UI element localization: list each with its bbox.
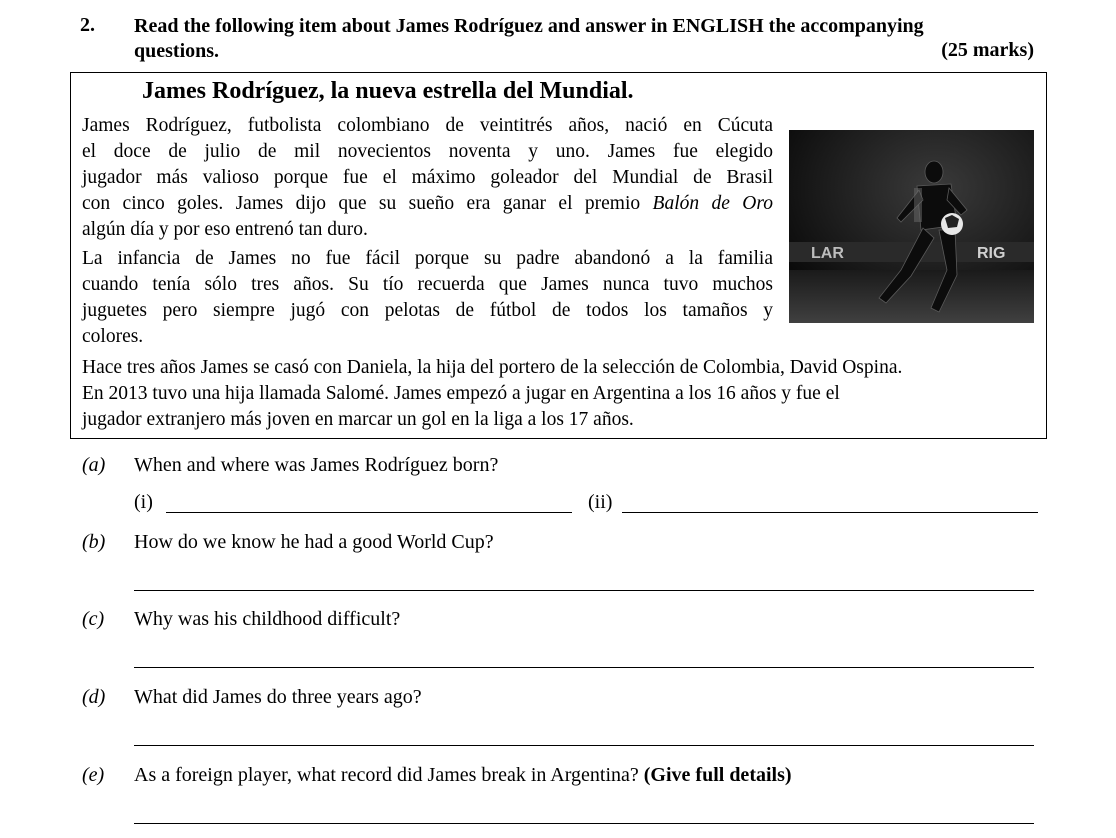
p3-line-3: jugador extranjero más joven en marcar un gol en la liga a los 17 años. xyxy=(82,409,634,430)
answer-line-c[interactable] xyxy=(134,667,1034,668)
question-e-label: (e) xyxy=(82,764,105,786)
p2-line-1: La infancia de James no fue fácil porque su padre abandonó a la familia xyxy=(82,248,773,269)
question-a-sub-i: (i) xyxy=(134,491,153,513)
p3-line-1: Hace tres años James se casó con Daniela, la hija del portero de la selección de Colombia, David Ospina. xyxy=(82,357,903,378)
answer-line-e[interactable] xyxy=(134,823,1034,824)
marks-label: (25 marks) xyxy=(941,39,1034,61)
footballer-photo-icon xyxy=(789,130,1034,323)
p3-line-2: En 2013 tuvo una hija llamada Salomé. James empezó a jugar en Argentina a los 16 años y fue el xyxy=(82,383,840,404)
p2-line-2: cuando tenía sólo tres años. Su tío recuerda que James nunca tuvo muchos xyxy=(82,274,773,295)
photo-board-text-right: RIG xyxy=(977,245,1006,262)
footballer-photo xyxy=(789,130,1034,323)
question-c-label: (c) xyxy=(82,608,105,630)
p1-line-4 xyxy=(82,191,773,217)
question-number: 2. xyxy=(80,14,95,36)
p1-line-2: el doce de julio de mil novecientos noventa y uno. James fue elegido xyxy=(82,141,773,162)
question-a-sub-ii: (ii) xyxy=(588,491,613,513)
question-e-emphasis: (Give full details) xyxy=(643,764,792,786)
answer-line-d[interactable] xyxy=(134,745,1034,746)
question-c-text: Why was his childhood difficult? xyxy=(134,608,401,630)
answer-line-a-ii[interactable] xyxy=(622,512,1038,513)
question-e-body: As a foreign player, what record did James break in Argentina? xyxy=(134,764,639,786)
answer-line-b[interactable] xyxy=(134,590,1034,591)
instruction-line-1: Read the following item about James Rodríguez and answer in ENGLISH the accompanying xyxy=(134,15,924,37)
p2-line-4: colores. xyxy=(82,326,144,347)
photo-board-text-left: LAR xyxy=(811,245,844,262)
question-d-label: (d) xyxy=(82,686,106,708)
article-paragraph-1 xyxy=(82,113,773,243)
question-b-text: How do we know he had a good World Cup? xyxy=(134,531,494,553)
answer-line-a-i[interactable] xyxy=(166,512,572,513)
question-b-label: (b) xyxy=(82,531,106,553)
question-a-label: (a) xyxy=(82,454,106,476)
p1-line-5: algún día y por eso entrenó tan duro. xyxy=(82,219,368,240)
question-d-text: What did James do three years ago? xyxy=(134,686,422,708)
p2-line-3: juguetes pero siempre jugó con pelotas de fútbol de todos los tamaños y xyxy=(82,300,773,321)
p1-line-3: jugador más valioso porque fue el máximo goleador del Mundial de Brasil xyxy=(82,167,773,188)
question-instruction xyxy=(134,14,1034,64)
instruction-line-2: questions. xyxy=(134,40,220,62)
balon-de-oro: Balón de Oro xyxy=(652,193,773,214)
p1-line-4-text: con cinco goles. James dijo que su sueño era ganar el premio xyxy=(82,193,653,214)
article-paragraph-2 xyxy=(82,246,773,350)
article-paragraph-3 xyxy=(82,355,1037,433)
question-e-text xyxy=(134,764,792,787)
article-title: James Rodríguez, la nueva estrella del Mundial. xyxy=(142,78,634,104)
p1-line-1: James Rodríguez, futbolista colombiano de veintitrés años, nació en Cúcuta xyxy=(82,115,773,136)
question-a-text: When and where was James Rodríguez born? xyxy=(134,454,499,476)
